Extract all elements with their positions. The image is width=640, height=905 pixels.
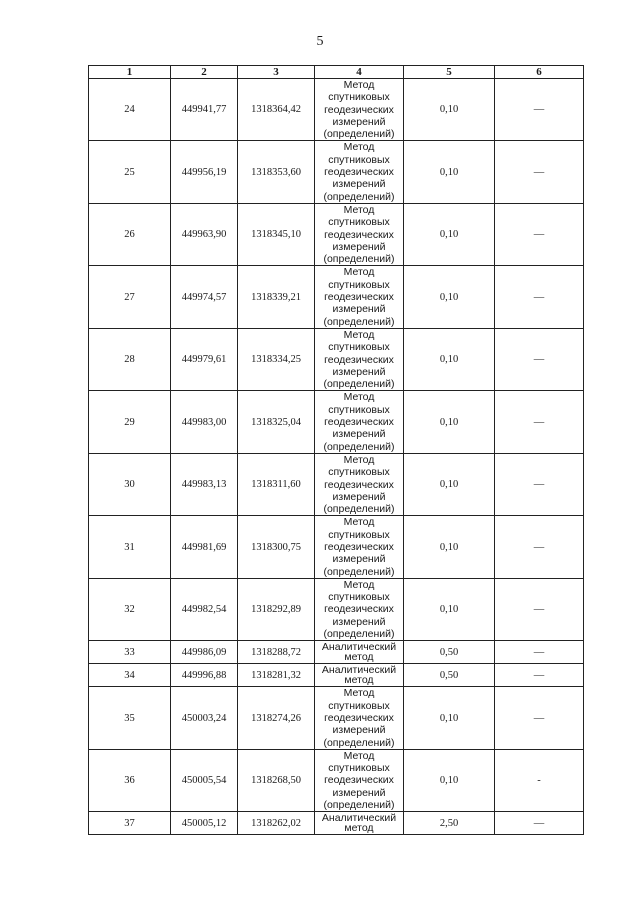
method-line: геодезических (324, 603, 394, 616)
table-row (89, 578, 584, 640)
note-cell: — (495, 79, 584, 141)
coordinate-y-cell: 1318300,75 (238, 516, 315, 578)
method-line: (определений) (323, 628, 395, 641)
method-line: Метод (343, 79, 375, 91)
method-line: спутниковых (328, 153, 390, 166)
method-line: (определений) (323, 799, 395, 812)
table-row (89, 203, 584, 265)
table-row (89, 141, 584, 203)
method-line: (определений) (323, 190, 395, 203)
method-cell (315, 266, 404, 328)
coordinate-x-cell: 449979,61 (171, 328, 238, 390)
method-line: геодезических (324, 416, 394, 429)
accuracy-cell: 0,10 (404, 203, 495, 265)
method-line: измерений (332, 553, 386, 566)
point-number-cell: 36 (89, 749, 171, 811)
coordinate-y-cell: 1318288,72 (238, 641, 315, 664)
method-line: метод (344, 651, 374, 664)
coordinate-y-cell: 1318364,42 (238, 79, 315, 141)
coordinates-table (88, 65, 584, 835)
table-header-row (89, 66, 584, 79)
coordinate-x-cell: 449963,90 (171, 203, 238, 265)
method-line: геодезических (324, 774, 394, 787)
coordinate-y-cell: 1318274,26 (238, 687, 315, 749)
column-header: 6 (495, 66, 584, 79)
method-line: геодезических (324, 291, 394, 304)
point-number-cell: 29 (89, 391, 171, 453)
coordinate-y-cell: 1318281,32 (238, 664, 315, 687)
method-line: Аналитический (321, 664, 397, 677)
coordinate-x-cell: 449982,54 (171, 578, 238, 640)
table-row (89, 453, 584, 515)
table-row (89, 79, 584, 141)
point-number-cell: 26 (89, 203, 171, 265)
note-cell: — (495, 687, 584, 749)
method-cell (315, 79, 404, 141)
point-number-cell: 34 (89, 664, 171, 687)
method-line: измерений (332, 490, 386, 503)
accuracy-cell: 0,10 (404, 391, 495, 453)
note-cell: — (495, 812, 584, 835)
method-line: метод (344, 822, 374, 835)
accuracy-cell: 0,10 (404, 328, 495, 390)
column-header: 4 (315, 66, 404, 79)
table-row (89, 749, 584, 811)
method-line: спутниковых (328, 341, 390, 354)
method-line: Аналитический (321, 812, 397, 825)
note-cell: — (495, 141, 584, 203)
method-line: метод (344, 674, 374, 687)
coordinate-y-cell: 1318311,60 (238, 453, 315, 515)
method-cell (315, 203, 404, 265)
method-cell (315, 516, 404, 578)
method-line: геодезических (324, 228, 394, 241)
method-line: спутниковых (328, 762, 390, 775)
accuracy-cell: 0,10 (404, 79, 495, 141)
point-number-cell: 37 (89, 812, 171, 835)
note-cell: — (495, 328, 584, 390)
method-cell (315, 664, 404, 687)
method-line: спутниковых (328, 216, 390, 229)
coordinate-y-cell: 1318353,60 (238, 141, 315, 203)
method-line: Метод (343, 391, 375, 404)
page-number: 5 (316, 34, 324, 49)
coordinate-x-cell: 449996,88 (171, 664, 238, 687)
accuracy-cell: 0,10 (404, 687, 495, 749)
note-cell: — (495, 266, 584, 328)
note-cell: — (495, 641, 584, 664)
accuracy-cell: 0,50 (404, 664, 495, 687)
method-line: измерений (332, 428, 386, 441)
coordinate-x-cell: 449983,00 (171, 391, 238, 453)
method-line: Метод (343, 578, 375, 591)
point-number-cell: 25 (89, 141, 171, 203)
accuracy-cell: 0,50 (404, 641, 495, 664)
method-line: спутниковых (328, 699, 390, 712)
table-row (89, 687, 584, 749)
coordinate-x-cell: 449986,09 (171, 641, 238, 664)
coordinate-x-cell: 449981,69 (171, 516, 238, 578)
method-line: геодезических (324, 540, 394, 553)
method-cell (315, 141, 404, 203)
method-cell (315, 812, 404, 835)
column-header: 3 (238, 66, 315, 79)
point-number-cell: 33 (89, 641, 171, 664)
method-cell (315, 328, 404, 390)
table-row (89, 812, 584, 835)
method-line: Метод (343, 328, 375, 341)
method-line: (определений) (323, 503, 395, 516)
accuracy-cell: 0,10 (404, 749, 495, 811)
table-row (89, 328, 584, 390)
method-line: измерений (332, 786, 386, 799)
method-line: геодезических (324, 478, 394, 491)
method-line: спутниковых (328, 91, 390, 104)
coordinate-y-cell: 1318268,50 (238, 749, 315, 811)
method-line: Аналитический (321, 641, 397, 654)
method-line: Метод (343, 141, 375, 154)
method-line: геодезических (324, 166, 394, 179)
method-line: спутниковых (328, 591, 390, 604)
point-number-cell: 27 (89, 266, 171, 328)
note-cell: — (495, 516, 584, 578)
method-line: геодезических (324, 103, 394, 116)
method-line: измерений (332, 365, 386, 378)
table-row (89, 664, 584, 687)
method-line: геодезических (324, 711, 394, 724)
coordinate-x-cell: 450003,24 (171, 687, 238, 749)
method-line: спутниковых (328, 278, 390, 291)
method-line: измерений (332, 303, 386, 316)
point-number-cell: 35 (89, 687, 171, 749)
table-row (89, 516, 584, 578)
column-header: 1 (89, 66, 171, 79)
method-line: измерений (332, 615, 386, 628)
method-cell (315, 749, 404, 811)
accuracy-cell: 2,50 (404, 812, 495, 835)
method-line: Метод (343, 749, 375, 762)
note-cell: - (495, 749, 584, 811)
method-line: Метод (343, 203, 375, 216)
accuracy-cell: 0,10 (404, 516, 495, 578)
method-cell (315, 578, 404, 640)
coordinate-x-cell: 449956,19 (171, 141, 238, 203)
point-number-cell: 32 (89, 578, 171, 640)
method-line: измерений (332, 724, 386, 737)
method-line: геодезических (324, 353, 394, 366)
method-line: Метод (343, 266, 375, 279)
method-line: (определений) (323, 736, 395, 749)
accuracy-cell: 0,10 (404, 266, 495, 328)
method-line: спутниковых (328, 466, 390, 479)
coordinate-x-cell: 450005,54 (171, 749, 238, 811)
table-body (89, 79, 584, 835)
table-row (89, 266, 584, 328)
coordinate-x-cell: 449941,77 (171, 79, 238, 141)
column-header: 5 (404, 66, 495, 79)
note-cell: — (495, 391, 584, 453)
coordinate-y-cell: 1318345,10 (238, 203, 315, 265)
method-line: (определений) (323, 565, 395, 578)
coordinate-y-cell: 1318334,25 (238, 328, 315, 390)
method-cell (315, 687, 404, 749)
method-line: Метод (343, 516, 375, 529)
point-number-cell: 30 (89, 453, 171, 515)
accuracy-cell: 0,10 (404, 578, 495, 640)
method-line: измерений (332, 115, 386, 128)
accuracy-cell: 0,10 (404, 453, 495, 515)
note-cell: — (495, 203, 584, 265)
method-line: измерений (332, 240, 386, 253)
coordinate-x-cell: 450005,12 (171, 812, 238, 835)
note-cell: — (495, 664, 584, 687)
point-number-cell: 24 (89, 79, 171, 141)
point-number-cell: 31 (89, 516, 171, 578)
column-header: 2 (171, 66, 238, 79)
coordinate-x-cell: 449983,13 (171, 453, 238, 515)
note-cell: — (495, 578, 584, 640)
method-line: (определений) (323, 440, 395, 453)
coordinate-y-cell: 1318292,89 (238, 578, 315, 640)
method-cell (315, 453, 404, 515)
method-line: (определений) (323, 253, 395, 266)
method-line: (определений) (323, 128, 395, 141)
method-line: (определений) (323, 315, 395, 328)
method-cell (315, 391, 404, 453)
method-line: спутниковых (328, 403, 390, 416)
method-line: Метод (343, 453, 375, 466)
point-number-cell: 28 (89, 328, 171, 390)
method-line: Метод (343, 687, 375, 700)
note-cell: — (495, 453, 584, 515)
coordinate-x-cell: 449974,57 (171, 266, 238, 328)
accuracy-cell: 0,10 (404, 141, 495, 203)
table-row (89, 641, 584, 664)
method-line: (определений) (323, 378, 395, 391)
coordinate-y-cell: 1318262,02 (238, 812, 315, 835)
coordinate-y-cell: 1318325,04 (238, 391, 315, 453)
method-line: измерений (332, 178, 386, 191)
method-line: спутниковых (328, 528, 390, 541)
method-cell (315, 641, 404, 664)
coordinate-y-cell: 1318339,21 (238, 266, 315, 328)
table-row (89, 391, 584, 453)
